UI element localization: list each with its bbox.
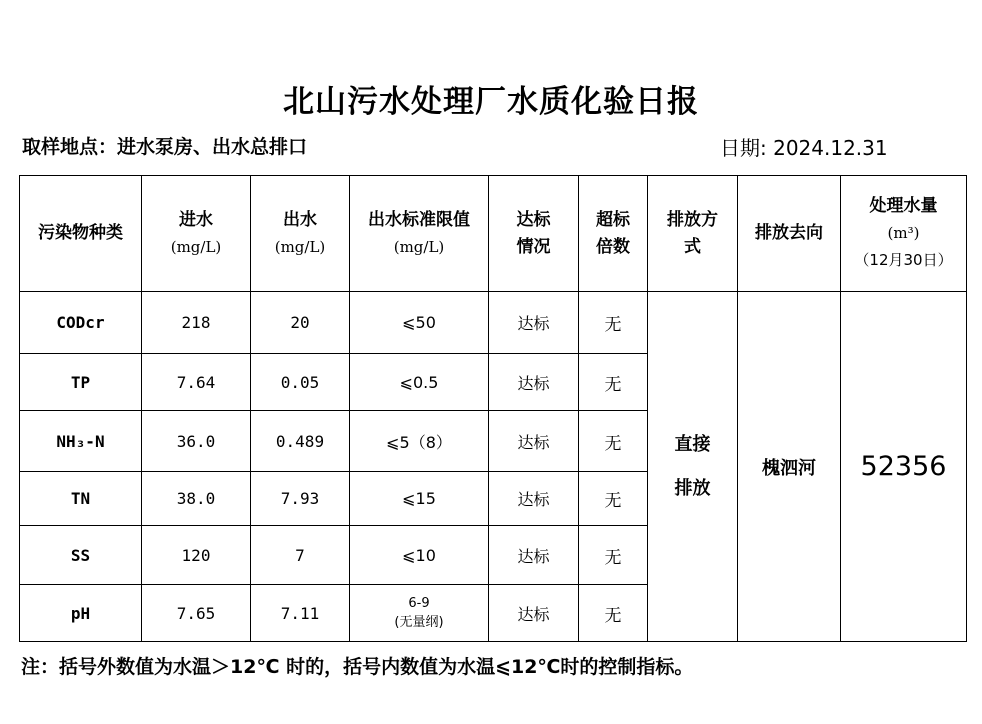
cell-pollutant: TP (20, 354, 142, 411)
cell-influent: 7.64 (142, 354, 251, 411)
cell-excess: 无 (579, 354, 648, 411)
cell-effluent: 0.489 (251, 411, 350, 472)
cell-limit: ⩽10 (350, 526, 489, 585)
cell-excess: 无 (579, 411, 648, 472)
header-row (20, 176, 967, 292)
cell-excess: 无 (579, 585, 648, 642)
cell-influent: 218 (142, 292, 251, 354)
cell-limit: ⩽5（8） (350, 411, 489, 472)
cell-pollutant: SS (20, 526, 142, 585)
footnote: 注：括号外数值为水温＞12℃ 时的，括号内数值为水温⩽12℃时的控制指标。 (21, 656, 694, 678)
cell-excess: 无 (579, 292, 648, 354)
header-limit: 出水标准限值 (mg/L) (350, 176, 489, 292)
cell-status: 达标 (489, 472, 579, 526)
header-status: 达标 情况 (489, 176, 579, 292)
cell-status: 达标 (489, 585, 579, 642)
header-influent: 进水 (mg/L) (142, 176, 251, 292)
cell-effluent: 7.93 (251, 472, 350, 526)
cell-status: 达标 (489, 411, 579, 472)
cell-effluent: 0.05 (251, 354, 350, 411)
cell-status: 达标 (489, 526, 579, 585)
cell-pollutant: NH₃-N (20, 411, 142, 472)
cell-limit: ⩽50 (350, 292, 489, 354)
cell-influent: 38.0 (142, 472, 251, 526)
cell-effluent: 20 (251, 292, 350, 354)
header-destination: 排放去向 (738, 176, 841, 292)
limit-range: 6-9 (408, 596, 430, 611)
header-method: 排放方 式 (648, 176, 738, 292)
cell-status: 达标 (489, 354, 579, 411)
cell-pollutant: pH (20, 585, 142, 642)
header-volume: 处理水量 (m³) （12月30日） (841, 176, 967, 292)
cell-pollutant: TN (20, 472, 142, 526)
cell-excess: 无 (579, 526, 648, 585)
sampling-location: 取样地点：进水泵房、出水总排口 (22, 136, 308, 158)
cell-effluent: 7.11 (251, 585, 350, 642)
cell-status: 达标 (489, 292, 579, 354)
cell-excess: 无 (579, 472, 648, 526)
cell-pollutant: CODcr (20, 292, 142, 354)
cell-effluent: 7 (251, 526, 350, 585)
cell-influent: 120 (142, 526, 251, 585)
limit-note: (无量纲) (394, 615, 444, 630)
discharge-destination: 槐泗河 (738, 292, 841, 642)
discharge-method: 直接 排放 (648, 292, 738, 642)
report-title: 北山污水处理厂水质化验日报 (283, 84, 699, 120)
cell-limit: ⩽15 (350, 472, 489, 526)
header-excess: 超标 倍数 (579, 176, 648, 292)
header-effluent: 出水 (mg/L) (251, 176, 350, 292)
report-date: 日期: 2024.12.31 (720, 136, 888, 160)
treated-volume: 52356 (841, 292, 967, 642)
cell-influent: 36.0 (142, 411, 251, 472)
table-row (20, 292, 967, 354)
header-pollutant: 污染物种类 (20, 176, 142, 292)
cell-limit: ⩽0.5 (350, 354, 489, 411)
water-quality-table (19, 175, 967, 642)
cell-influent: 7.65 (142, 585, 251, 642)
cell-limit (350, 585, 489, 642)
